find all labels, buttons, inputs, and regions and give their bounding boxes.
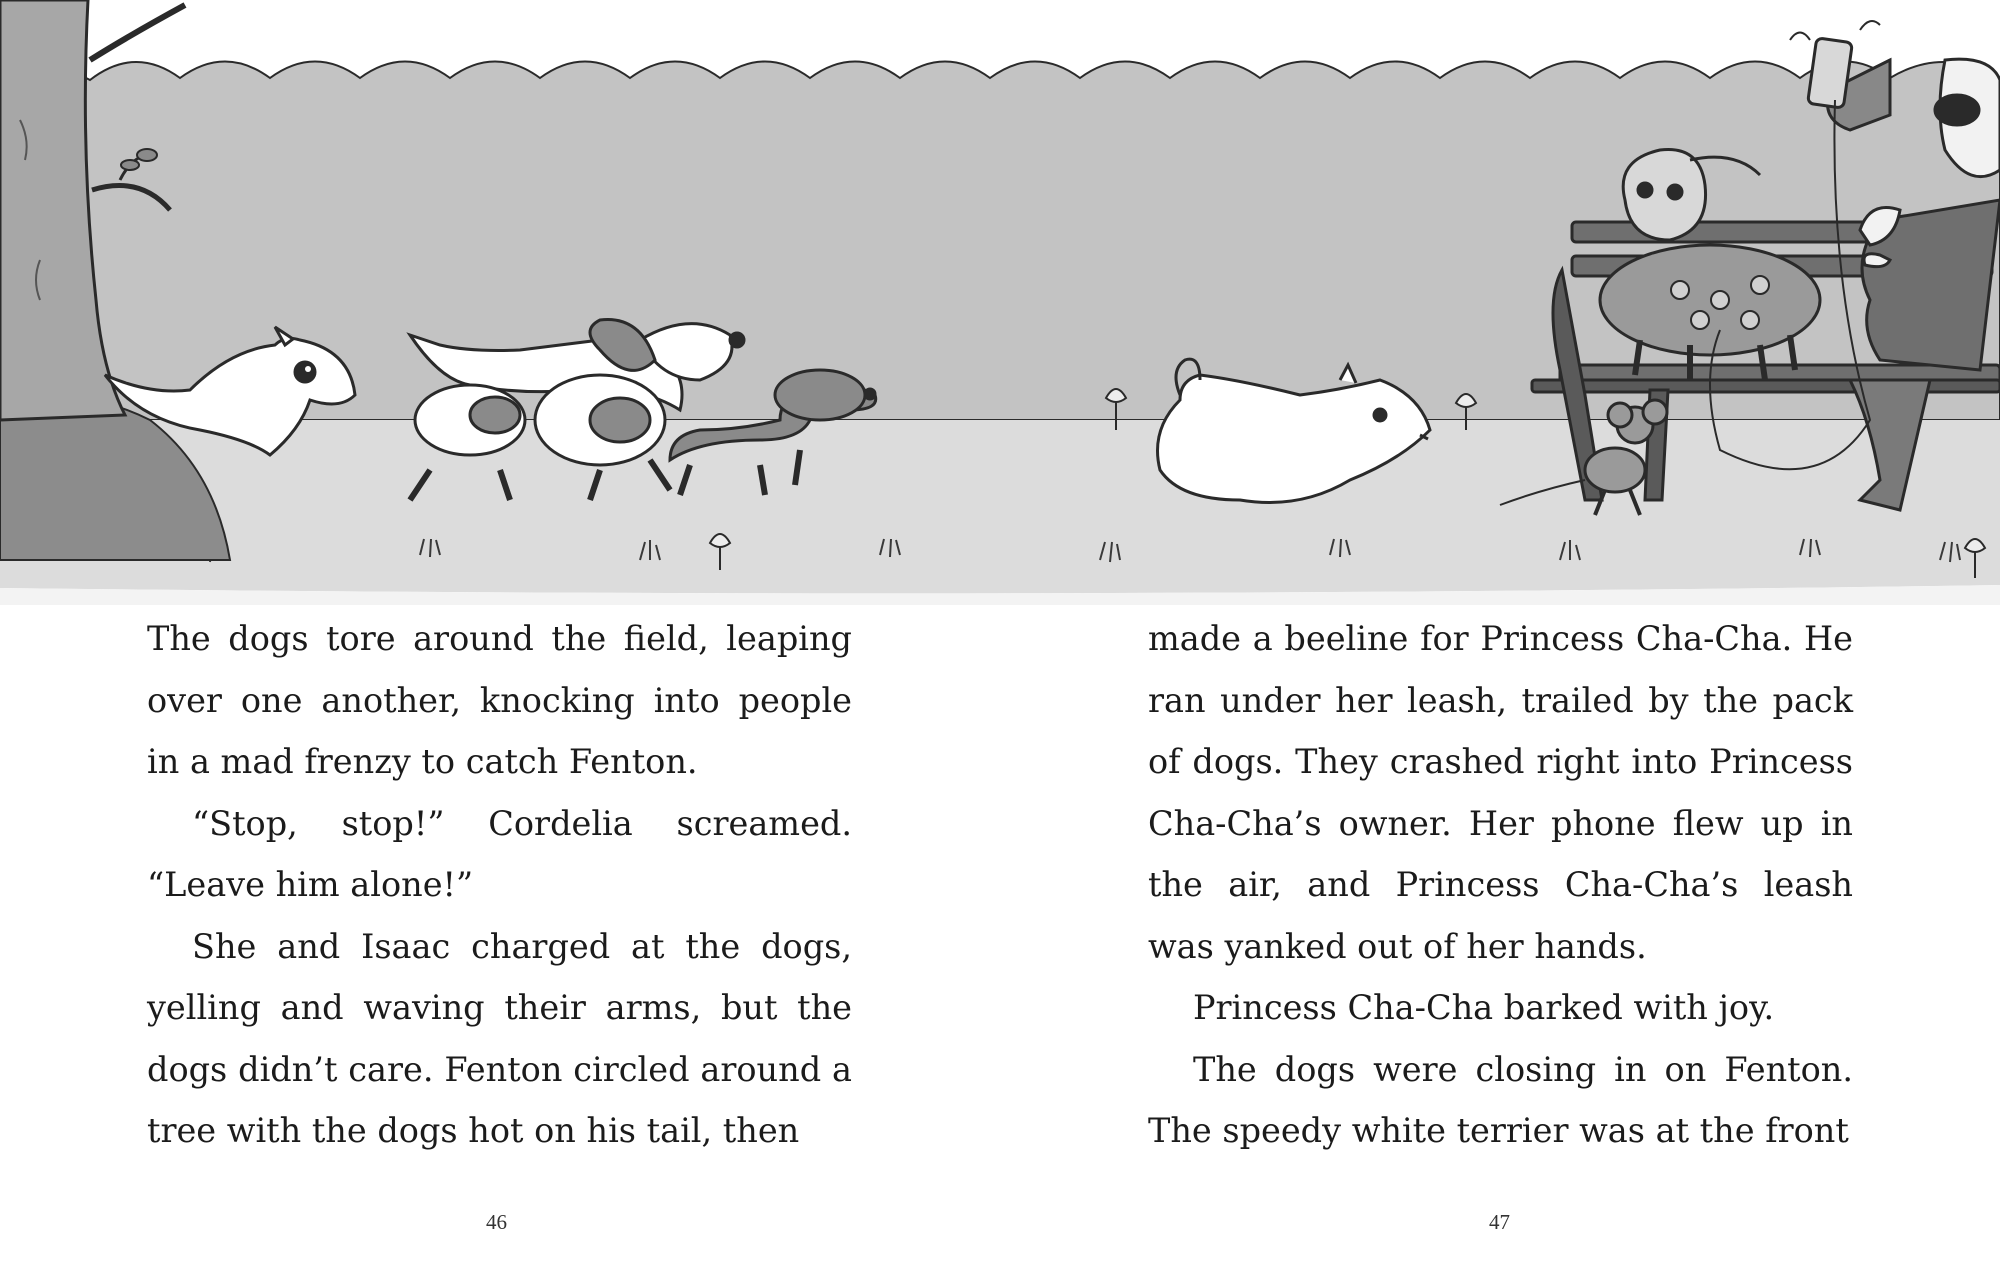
park-illustration [0,0,2000,605]
paragraph: Princess Cha-Cha barked with joy. [1193,988,1775,1027]
page-number-left: 46 [486,1210,507,1234]
paragraph: The dogs tore around the field, leaping over one another, knocking into people in a mad frenzy to catch Fenton. [147,619,852,781]
paragraph: The dogs were closing in on Fenton. The speedy white terrier was at the front [1148,1049,1853,1150]
paragraph: “Stop, stop!” Cordelia screamed. “Leave him alone!” [147,803,852,904]
page-number-right: 47 [1489,1210,1510,1234]
grass-field [0,420,2000,593]
left-page-text [147,608,852,1162]
right-page-text [1148,608,1853,1162]
paragraph: made a beeline for Princess Cha-Cha. He ran under her leash, trailed by the pack of dogs. They crashed right into Princess Cha-Cha’s owner. Her phone flew up in the air, and Princess Cha-Cha’s leash was yanked out of her hands. [1148,619,1853,966]
paragraph: She and Isaac charged at the dogs, yelling and waving their arms, but the dogs didn’t care. Fenton circled around a tree with the dogs hot on his tail, then [147,926,852,1150]
